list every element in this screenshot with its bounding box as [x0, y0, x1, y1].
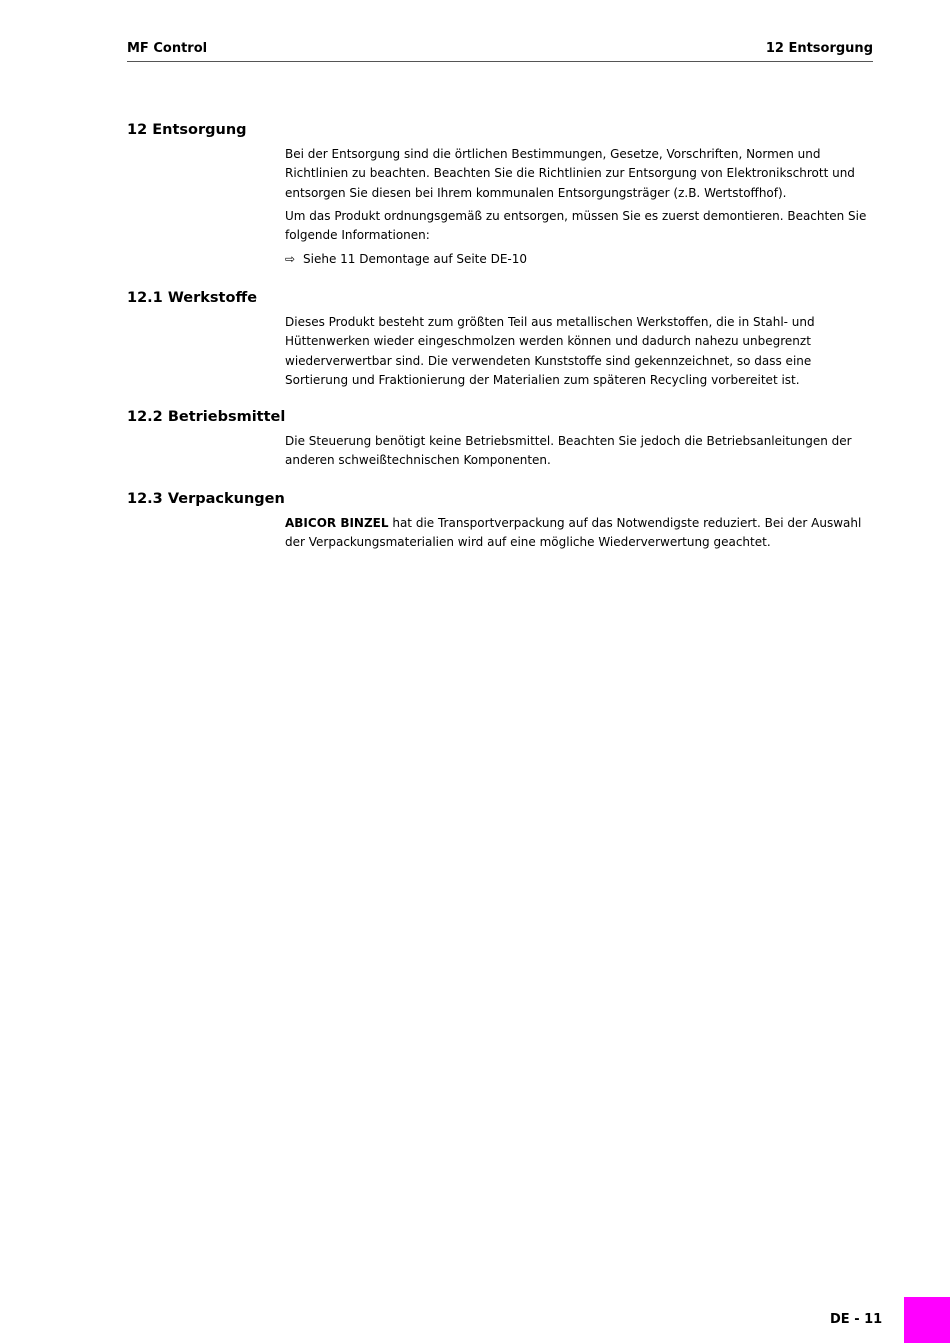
section-12-paragraph-2: Um das Produkt ordnungsgemäß zu entsorgen, müssen Sie es zuerst demontieren. Beachten Sie folgende Informationen:	[285, 209, 867, 243]
header-product-name: MF Control	[127, 41, 208, 56]
section-title-12-2: 12.2 Betriebsmittel	[127, 409, 286, 425]
page-header	[127, 40, 873, 62]
section-12-2-paragraph: Die Steuerung benötigt keine Betriebsmittel. Beachten Sie jedoch die Betriebsanleitungen der anderen schweißtechnischen Komponenten.	[285, 434, 852, 468]
section-12-paragraph-1: Bei der Entsorgung sind die örtlichen Bestimmungen, Gesetze, Vorschriften, Normen und Richtlinien zu beachten. Beachten Sie die Richtlinien zur Entsorgung von Elektronikschrott und entsorgen Sie diesen bei Ihrem kommunalen Entsorgungsträger (z.B. Wertstoffhof).	[285, 147, 855, 200]
section-12-3-paragraph	[285, 514, 875, 553]
section-12-3-text: hat die Transportverpackung auf das Notwendigste reduziert. Bei der Auswahl der Verpackungsmaterialien wird auf eine mögliche Wiederverwertung geachtet.	[285, 516, 862, 550]
section-12-1-paragraph: Dieses Produkt besteht zum größten Teil aus metallischen Werkstoffen, die in Stahl- und Hüttenwerken wieder eingeschmolzen werden können und dadurch nahezu unbegrenzt wiederverwertbar sind. Die verwendeten Kunststoffe sind gekennzeichnet, so dass eine Sortierung und Fraktionierung der Materialien zum späteren Recycling vorbereitet ist.	[285, 315, 815, 387]
page-number: DE - 11	[830, 1312, 883, 1327]
cross-reference-link[interactable]: Siehe 11 Demontage auf Seite DE-10	[303, 252, 528, 266]
brand-name: ABICOR BINZEL	[285, 516, 389, 530]
section-title-12: 12 Entsorgung	[127, 122, 247, 138]
header-chapter-title: 12 Entsorgung	[765, 41, 873, 56]
cross-reference	[285, 250, 875, 269]
section-title-12-1: 12.1 Werkstoffe	[127, 290, 258, 306]
chapter-tab-marker	[904, 1297, 950, 1343]
section-title-12-3: 12.3 Verpackungen	[127, 491, 285, 507]
arrow-right-icon: ⇨	[285, 252, 296, 266]
